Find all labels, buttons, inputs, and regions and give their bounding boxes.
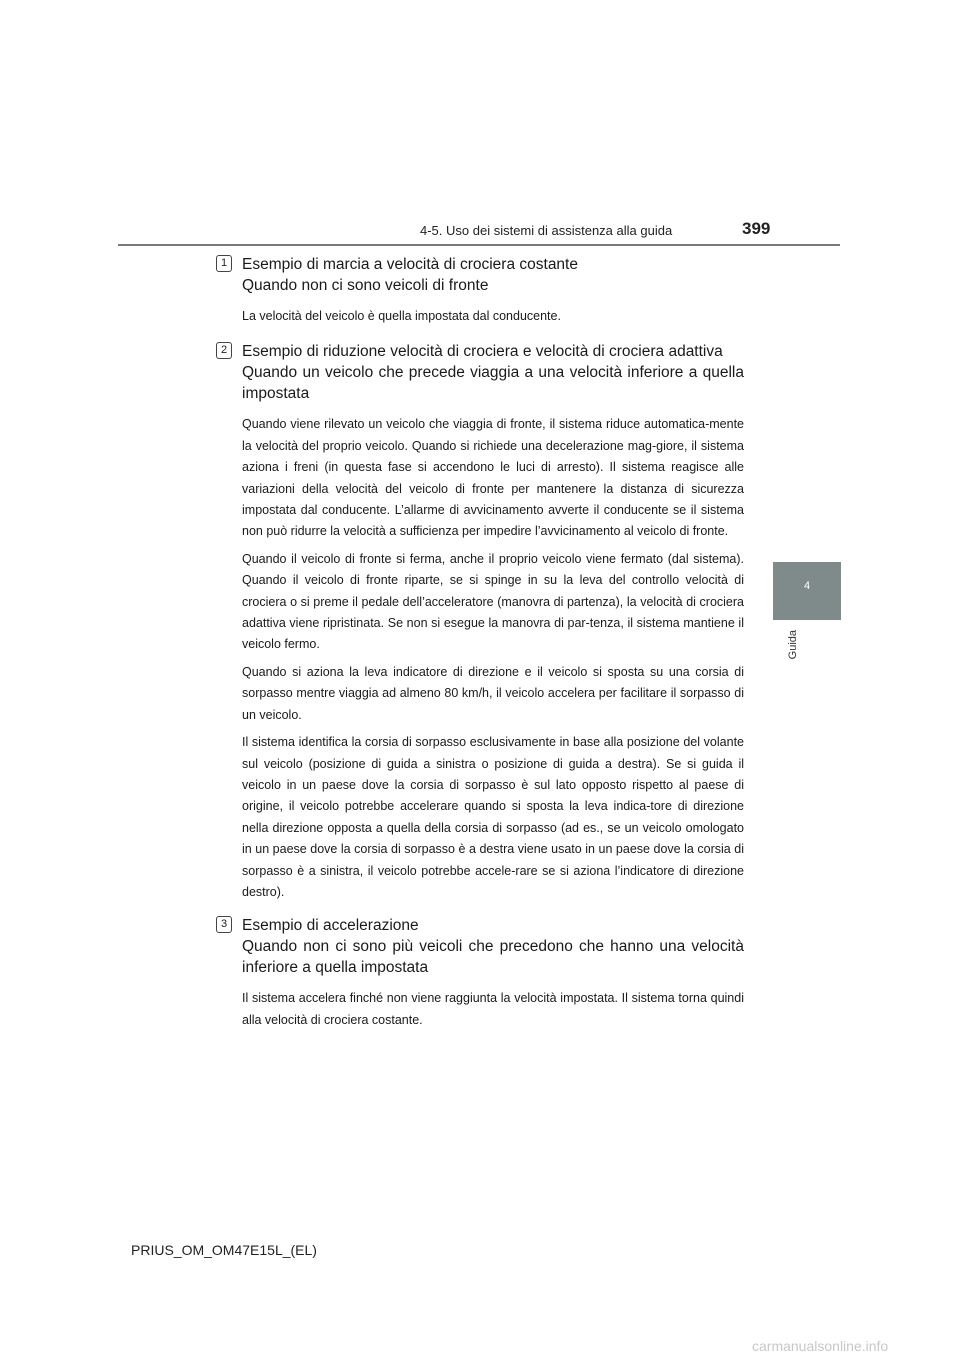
heading-line: Esempio di riduzione velocità di crociera e velocità di crociera adattiva bbox=[242, 343, 723, 361]
step-badge-2: 2 bbox=[216, 342, 232, 359]
section-heading bbox=[242, 254, 744, 296]
heading-line: Esempio di accelerazione bbox=[242, 917, 419, 935]
header-divider bbox=[118, 244, 840, 246]
section-2 bbox=[220, 341, 744, 903]
step-badge-3: 3 bbox=[216, 916, 232, 933]
heading-line: Esempio di marcia a velocità di crociera costante bbox=[242, 256, 578, 273]
heading-line: Quando un veicolo che precede viaggia a una velocità inferiore a quella impostata bbox=[242, 364, 744, 403]
body-paragraph: Il sistema accelera finché non viene raggiunta la velocità impostata. Il sistema torna quindi alla velocità di crociera costante. bbox=[242, 991, 744, 1027]
section-1 bbox=[220, 254, 744, 327]
section-heading bbox=[242, 341, 744, 404]
chapter-tab bbox=[773, 562, 841, 620]
section-heading bbox=[242, 915, 744, 978]
body-paragraph: Quando si aziona la leva indicatore di direzione e il veicolo si sposta su una corsia di sorpasso mentre viaggia ad almeno 80 km/h, il veicolo accelera per facilitare il sorpasso di un veicolo. bbox=[242, 664, 744, 722]
chapter-number: 4 bbox=[803, 580, 811, 592]
main-content bbox=[220, 254, 744, 1031]
heading-line: Quando non ci sono veicoli di fronte bbox=[242, 277, 489, 294]
section-3 bbox=[220, 915, 744, 1031]
body-paragraph: Quando viene rilevato un veicolo che viaggia di fronte, il sistema riduce automatica-mente la velocità del proprio veicolo. Quando si richiede una decelerazione mag-giore, il sistema aziona i freni (in questa fase si accendono le luci di arresto). Il sistema reagisce alle variazioni della velocità del veicolo di fronte per mantenere la distanza di sicurezza impostata dal conducente. L’allarme di avvicinamento avverte il conducente se il sistema non può ridurre la velocità a sufficienza per impedire l’avvicinamento al veicolo di fronte. bbox=[242, 417, 744, 539]
body-paragraph: Quando il veicolo di fronte si ferma, anche il proprio veicolo viene fermato (dal sistema). Quando il veicolo di fronte riparte, se si spinge in su la leva del controllo velocità di crociera o si preme il pedale dell’acceleratore (manovra di partenza), la velocità di crociera adattiva viene ripristinata. Se non si esegue la manovra di par-tenza, il sistema mantiene il veicolo fermo. bbox=[242, 551, 744, 652]
document-code: PRIUS_OM_OM47E15L_(EL) bbox=[131, 1242, 317, 1258]
section-header-title: 4-5. Uso dei sistemi di assistenza alla guida bbox=[420, 223, 673, 238]
watermark: carmanualsonline.info bbox=[752, 1338, 889, 1354]
step-badge-1: 1 bbox=[216, 255, 232, 272]
heading-line: Quando non ci sono più veicoli che precedono che hanno una velocità inferiore a quella impostata bbox=[242, 938, 744, 977]
page-number: 399 bbox=[742, 219, 771, 238]
body-paragraph: Il sistema identifica la corsia di sorpasso esclusivamente in base alla posizione del volante sul veicolo (posizione di guida a sinistra o posizione di guida a destra). Se si guida il veicolo in un paese dove la corsia di sorpasso è sul lato opposto rispetto al paese di origine, il veicolo potrebbe accelerare quando si sposta la leva indica-tore di direzione nella direzione opposta a quella della corsia di sorpasso (ad es., se un veicolo omologato in un paese dove la corsia di sorpasso è a destra viene usato in un paese dove la corsia di sorpasso è a sinistra, il veicolo potrebbe accele-rare se si aziona l’indicatore di direzione destro). bbox=[242, 735, 744, 899]
chapter-label: Guida bbox=[787, 630, 799, 660]
body-paragraph: La velocità del veicolo è quella impostata dal conducente. bbox=[242, 309, 561, 323]
